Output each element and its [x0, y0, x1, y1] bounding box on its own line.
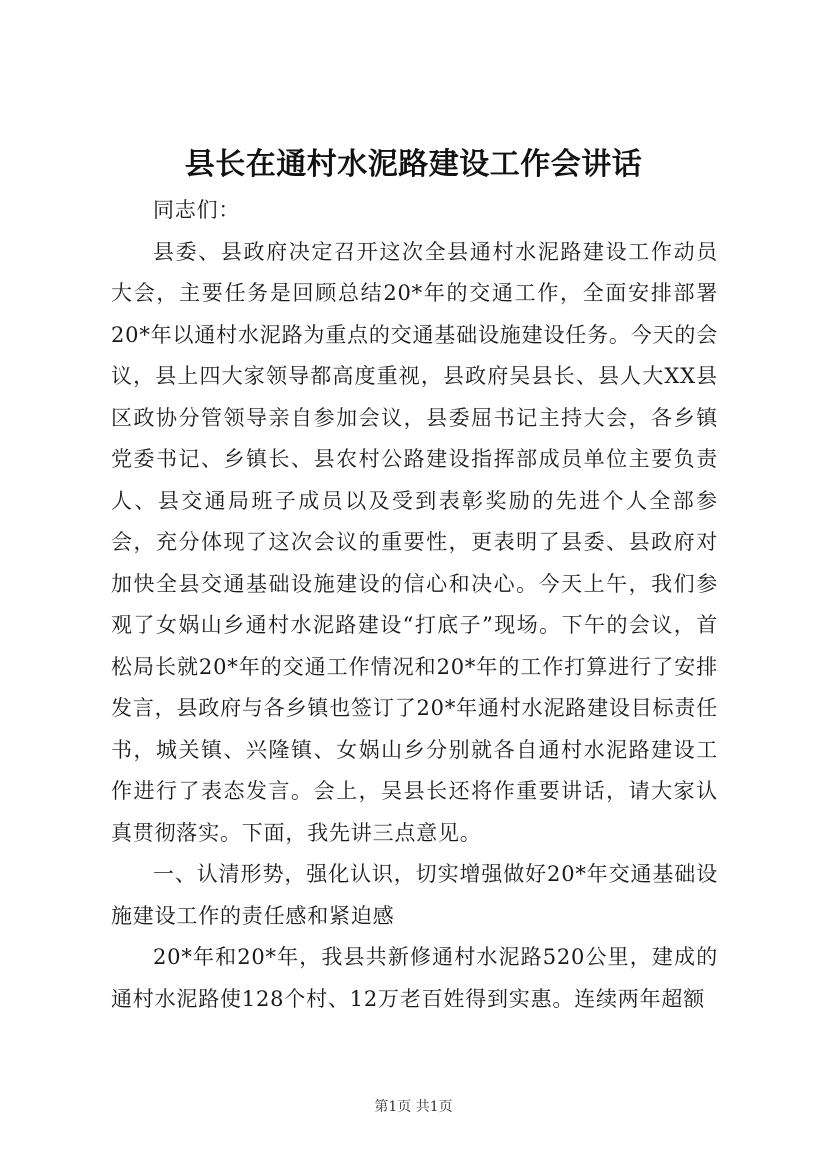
section-heading: 一、认清形势，强化认识，切实增强做好20*年交通基础设施建设工作的责任感和紧迫感	[111, 862, 718, 928]
document-title: 县长在通村水泥路建设工作会讲话	[184, 147, 643, 182]
document-body	[111, 190, 718, 1020]
salutation: 同志们：	[153, 198, 241, 222]
body-paragraph: 20*年和20*年，我县共新修通村水泥路520公里，建成的通村水泥路使128个村、12万老百姓得到实惠。连续两年超额	[111, 945, 718, 1011]
page-footer: 第1页 共1页	[374, 1099, 453, 1115]
body-paragraph: 县委、县政府决定召开这次全县通村水泥路建设工作动员大会，主要任务是回顾总结20*年的交通工作，全面安排部署20*年以通村水泥路为重点的交通基础设施建设任务。今天的会议，县上四大家领导都高度重视，县政府吴县长、县人大XX县区政协分管领导亲自参加会议，县委屈书记主持大会，各乡镇党委书记、乡镇长、县农村公路建设指挥部成员单位主要负责人、县交通局班子成员以及受到表彰奖励的先进个人全部参会，充分体现了这次会议的重要性，更表明了县委、县政府对加快全县交通基础设施建设的信心和决心。今天上午，我们参观了女娲山乡通村水泥路建设“打底子”现场。下午的会议，首松局长就20*年的交通工作情况和20*年的工作打算进行了安排发言，县政府与各乡镇也签订了20*年通村水泥路建设目标责任书，城关镇、兴隆镇、女娲山乡分别就各自通村水泥路建设工作进行了表态发言。会上，吴县长还将作重要讲话，请大家认真贯彻落实。下面，我先讲三点意见。	[111, 239, 718, 845]
